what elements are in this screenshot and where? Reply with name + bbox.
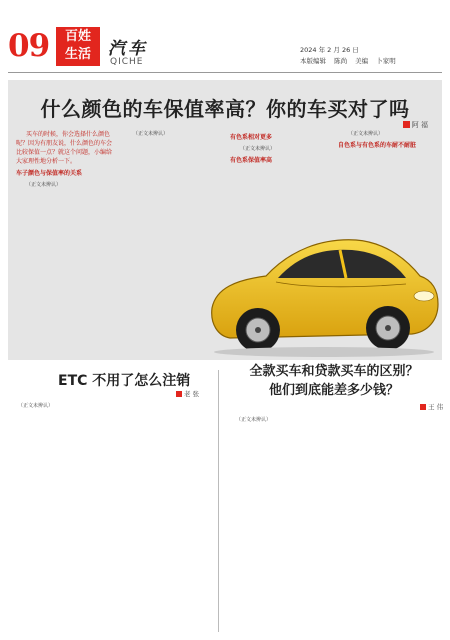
feature-column-2	[123, 130, 221, 141]
credits	[300, 56, 402, 65]
car-front-hub	[385, 325, 391, 331]
feature-byline	[403, 120, 428, 130]
article-paragraph: （正文未辨认）	[236, 417, 272, 423]
article-left-byline	[176, 389, 199, 398]
byline-tag-icon	[403, 121, 410, 128]
article-right-headline-line-1: 全款买车和贷款买车的区别？	[249, 364, 419, 379]
article-left-headline: ETC 不用了怎么注销	[58, 373, 191, 389]
feature-column-4	[338, 130, 436, 153]
article-paragraph: （正文未辨认）	[18, 403, 54, 409]
article-left-column-1	[8, 402, 106, 412]
section-title: 汽车	[108, 39, 148, 59]
article-left-author: 老 张	[184, 390, 200, 398]
feature-paragraph: （正文未辨认）	[133, 131, 169, 137]
feature-subhead-2: 有色系相对更多	[230, 134, 273, 141]
feature-paragraph: （正文未辨认）	[26, 182, 62, 188]
feature-subhead-3: 有色系保值率高	[230, 157, 273, 164]
section-title-en: QICHE	[110, 57, 144, 67]
article-right-author: 王 伟	[428, 403, 444, 411]
page-number: 09	[8, 28, 50, 64]
byline-tag-icon	[176, 391, 182, 397]
feature-column-1	[16, 130, 114, 192]
issue-date: 2024 年 2 月 26 日	[300, 46, 359, 54]
column-divider	[218, 370, 219, 632]
credit-designer: 卜家明	[376, 57, 396, 65]
credit-editor: 陈尚	[334, 57, 348, 65]
car-shadow	[214, 347, 434, 357]
feature-column-3	[230, 130, 330, 168]
brand-line-2: 生活	[64, 47, 91, 62]
feature-headline: 什么颜色的车保值率高？你的车买对了吗	[40, 97, 410, 121]
sports-car-illustration	[206, 192, 442, 358]
feature-subhead-4: 自色系与有色系的车耐不耐脏	[338, 142, 417, 149]
brand-line-1: 百姓	[64, 29, 91, 44]
byline-tag-icon	[420, 404, 426, 410]
car-headlight	[414, 291, 434, 301]
feature-intro: 买车的时候，你会选择什么颜色呢？因为有朋友说，什么颜色的车会比较保值一点？就这个问题，小编给大家理性地分析一下。	[16, 131, 113, 165]
feature-paragraph: （正文未辨认）	[240, 146, 276, 152]
article-right-column-1	[226, 416, 332, 426]
article-right-byline	[420, 402, 443, 411]
car-rear-hub	[255, 327, 261, 333]
credit-editor-label: 本版编辑	[300, 57, 326, 65]
article-right-headline-line-2: 他们到底能差多少钱？	[268, 383, 399, 398]
credit-designer-label: 美编	[355, 57, 369, 65]
brand-logo	[56, 27, 100, 66]
feature-paragraph: （正文未辨认）	[348, 131, 384, 137]
article-right-headline	[224, 362, 444, 400]
feature-subhead-1: 车子颜色与保值率的关系	[16, 170, 83, 177]
masthead-rule	[8, 72, 442, 73]
feature-author: 阿 福	[411, 121, 428, 129]
